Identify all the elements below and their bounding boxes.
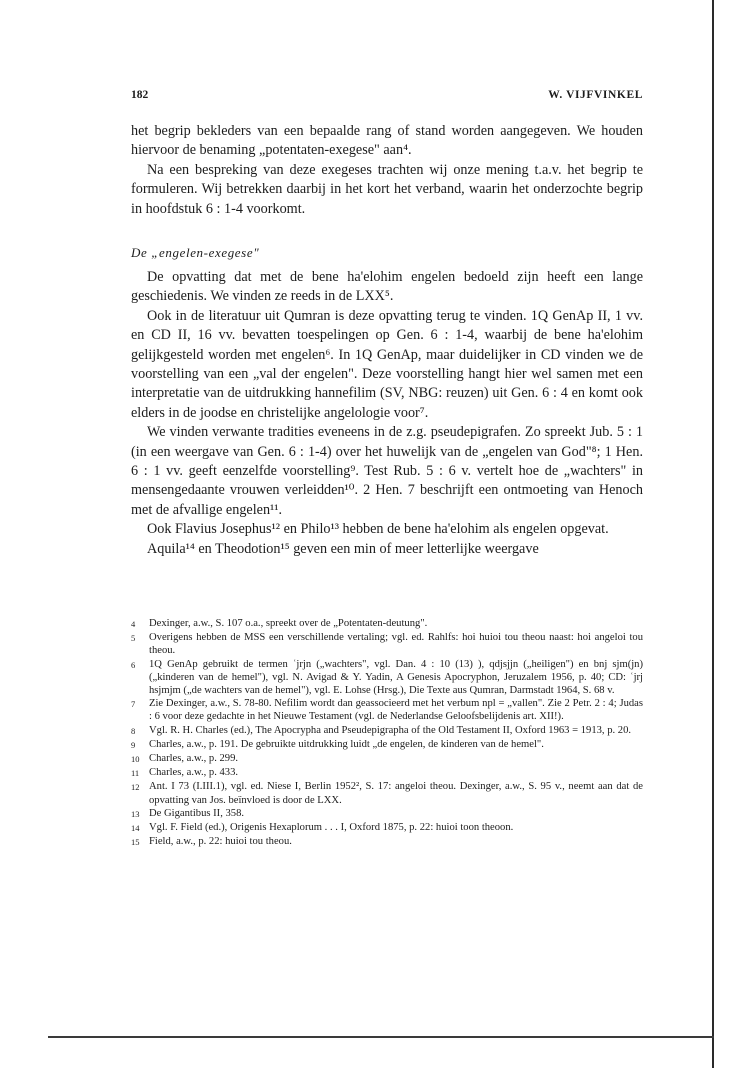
footnote — [131, 766, 643, 780]
page-number: 182 — [131, 89, 149, 101]
footnote-number: 8 — [131, 725, 136, 736]
footnote-text: 1Q GenAp gebruikt de termen ʿjrjn („wachters", vgl. Dan. 4 : 10 (13) ), qdjsjjn („heiligen") en bnj sjm(jn) („kinderen van de hemel"), vgl. N. Avigad & Y. Yadin, A Genesis Apocryphon, Jeruzalem 1956, p. 40; CD: ʿjrj hsjmjm („de wachters van de hemel"), vgl. E. Lohse (Hrsg.), Die Texte aus Qumran, Darmstadt 1964, S. 68 v. — [149, 658, 643, 697]
section-heading: De „engelen-exegese" — [131, 245, 260, 260]
running-head-author: W. VIJFVINKEL — [548, 89, 643, 101]
footnote-text: Vgl. F. Field (ed.), Origenis Hexaplorum . . . I, Oxford 1875, p. 22: huioi toon theoon. — [149, 822, 514, 834]
footnote-number: 15 — [131, 837, 140, 848]
scan-edge-bottom — [48, 1036, 714, 1038]
footnotes — [131, 617, 643, 849]
paragraph: Na een bespreking van deze exegeses trachten wij onze mening t.a.v. het begrip te formuleren. Wij betrekken daarbij in het kort het verband, waarin het onderzochte begrip in hoofdstuk 6 : 1-4 voorkomt. — [131, 161, 643, 217]
footnote — [131, 780, 643, 806]
footnote-text: Zie Dexinger, a.w., S. 78-80. Nefilim wordt dan geassocieerd met het verbum npl = „vallen". Zie 2 Petr. 2 : 4; Judas : 6 voor deze gedachte in het Nieuwe Testament (vgl. de Nederlandse Geloofsbelijdenis art. XII!). — [149, 698, 643, 723]
footnote-number: 4 — [131, 619, 136, 629]
scan-edge-right — [712, 0, 714, 1068]
footnote-number: 11 — [131, 768, 140, 779]
footnote-number: 5 — [131, 633, 136, 644]
footnote-number: 9 — [131, 739, 136, 750]
footnote — [131, 631, 643, 657]
footnote-text: Overigens hebben de MSS een verschillende vertaling; vgl. ed. Rahlfs: hoi huioi tou theou naast: hoi angeloi tou theou. — [149, 632, 643, 657]
footnote — [131, 807, 643, 821]
footnote-text: Dexinger, a.w., S. 107 o.a., spreekt over de „Potentaten-deutung". — [149, 618, 428, 629]
footnote — [131, 738, 643, 752]
footnote — [131, 617, 643, 631]
footnote — [131, 697, 643, 723]
footnote-number: 7 — [131, 699, 136, 710]
footnote-text: De Gigantibus II, 358. — [149, 807, 245, 819]
footnote-number: 14 — [131, 823, 140, 834]
paragraph: Ook Flavius Josephus¹² en Philo¹³ hebben de bene ha'elohim als engelen opgevat. — [147, 521, 609, 538]
footnote-text: Vgl. R. H. Charles (ed.), The Apocrypha and Pseudepigrapha of the Old Testament II, Oxford 1963 = 1913, p. 20. — [149, 724, 632, 736]
footnote-number: 13 — [131, 808, 140, 819]
footnote-text: Field, a.w., p. 22: huioi tou theou. — [149, 836, 292, 848]
paragraph: We vinden verwante tradities eveneens in de z.g. pseudepigrafen. Zo spreekt Jub. 5 : 1 (in een weergave van Gen. 6 : 1-4) over het huwelijk van de „engelen van God"⁸; 1 Hen. 6 : 1 vv. geeft eenzelfde voorstelling⁹. Test Rub. 5 : 6 v. vertelt hoe de „wachters" in mensengedaante vrouwen verleidden¹⁰. 2 Hen. 7 beschrijft een ontmoeting van Henoch met de afvallige engelen¹¹. — [131, 424, 643, 518]
intro-text — [131, 122, 643, 219]
footnote-number: 6 — [131, 659, 136, 670]
paragraph: Aquila¹⁴ en Theodotion¹⁵ geven een min of meer letterlijke weergave — [147, 540, 539, 557]
footnote — [131, 752, 643, 766]
footnote-text: Ant. I 73 (I.III.1), vgl. ed. Niese I, Berlin 1952², S. 17: angeloi theou. Dexinger, a.w., S. 95 v., neemt aan dat de opvatting van Jos. beïnvloed is door de LXX. — [149, 781, 643, 806]
footnote-number: 10 — [131, 754, 140, 765]
paragraph: Ook in de literatuur uit Qumran is deze opvatting terug te vinden. 1Q GenAp II, 1 vv. en CD II, 16 vv. bevatten toespelingen op Gen. 6 : 1-4, waarbij de bene ha'elohim gelijkgesteld worden met engelen⁶. In 1Q GenAp, maar duidelijker in CD vinden we de voorstelling van een „val der engelen". Deze voorstelling hangt hier wel samen met een interpretatie van de uitdrukking hannefilim (SV, NBG: reuzen) uit Gen. 6 : 4 en komt ook elders in de joodse en christelijke angelologie voor⁷. — [131, 307, 643, 421]
paragraph: het begrip bekleders van een bepaalde rang of stand worden aangegeven. We houden hiervoor de benaming „potentaten-exegese" aan⁴. — [131, 123, 643, 159]
section-text — [131, 268, 643, 559]
footnote-text: Charles, a.w., p. 299. — [149, 753, 239, 765]
running-head — [131, 89, 643, 101]
footnote-text: Charles, a.w., p. 433. — [149, 767, 239, 779]
footnote — [131, 658, 643, 698]
footnote — [131, 835, 643, 849]
footnote-text: Charles, a.w., p. 191. De gebruikte uitdrukking luidt „de engelen, de kinderen van de hemel". — [149, 738, 544, 750]
footnote-number: 12 — [131, 782, 140, 793]
paragraph: De opvatting dat met de bene ha'elohim engelen bedoeld zijn heeft een lange geschiedenis. We vinden ze reeds in de LXX⁵. — [131, 269, 643, 305]
footnote — [131, 821, 643, 835]
footnote — [131, 724, 643, 738]
